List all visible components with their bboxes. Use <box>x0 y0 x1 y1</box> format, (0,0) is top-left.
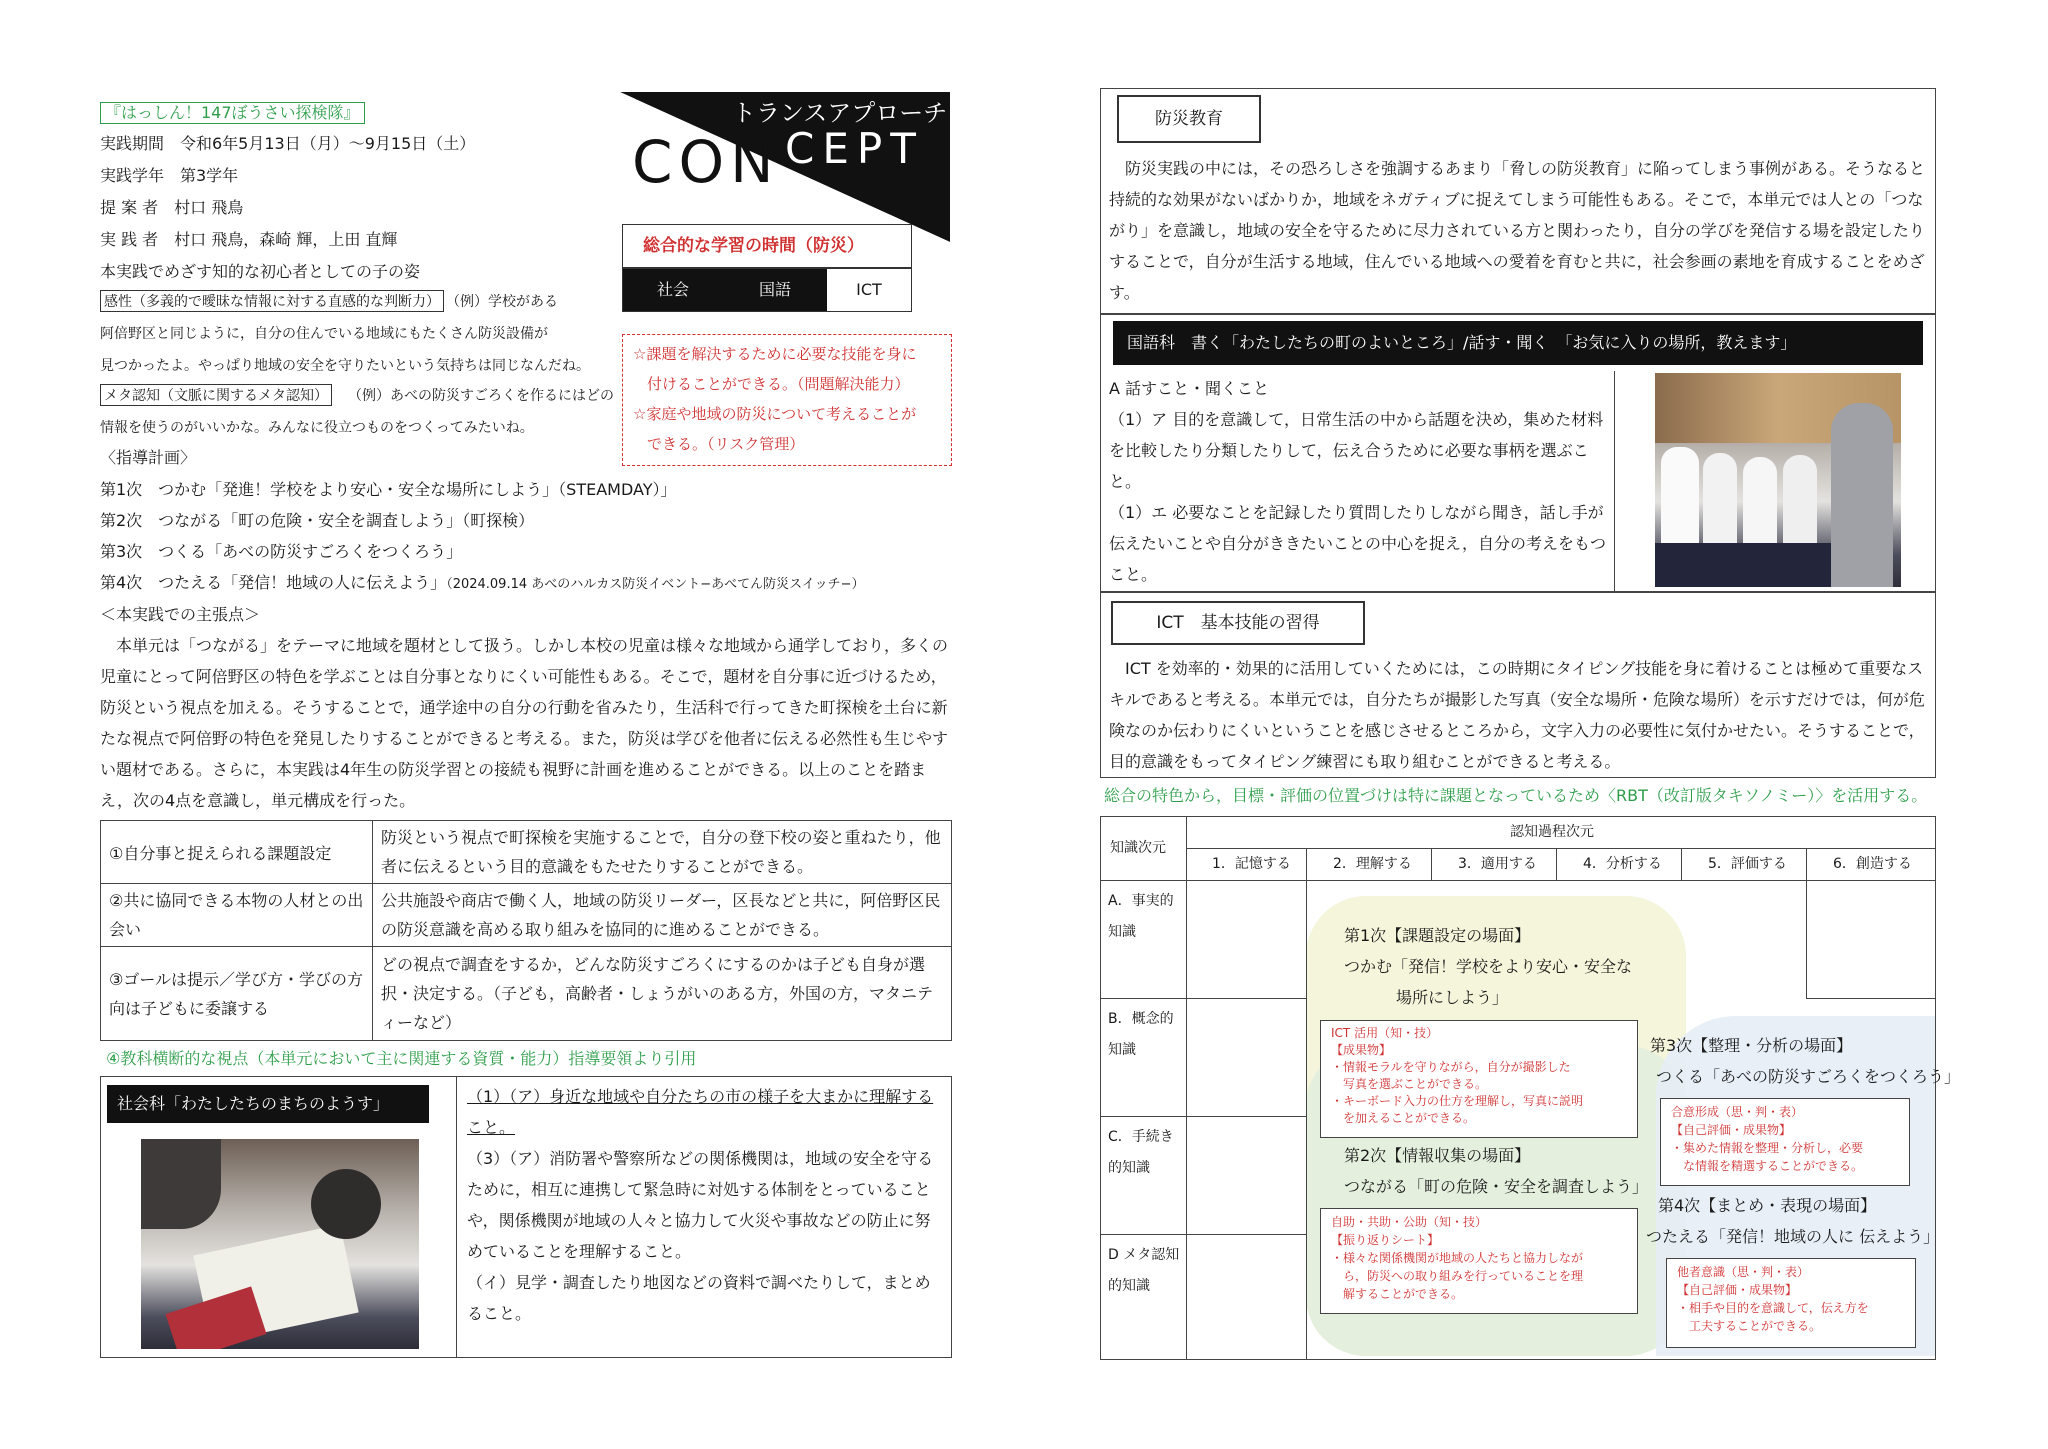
meta-proposer: 提 案 者 村口 飛鳥 <box>100 198 244 217</box>
knowledge-c: C．手続き的知識 <box>1108 1129 1174 1176</box>
document-title: 『はっしん！147ぼうさい探検隊』 <box>100 102 365 124</box>
stage-1-line: 場所にしよう」 <box>1396 988 1509 1007</box>
teacher-students-photo <box>1655 373 1901 587</box>
point-text: 防災という視点で町探検を実施することで，自分の登下校の姿と重ねたり，他者に伝えるという目的意識をもたせたりすることができる。 <box>373 821 952 884</box>
knowledge-header: 知識次元 <box>1110 840 1166 856</box>
process-header: 認知過程次元 <box>1510 824 1594 840</box>
process-4: 4．分析する <box>1583 856 1662 872</box>
table-row <box>101 947 952 1041</box>
point-label: ①自分事と捉えられる課題設定 <box>101 821 373 884</box>
table-row <box>101 884 952 947</box>
meta-grade: 実践学年 第3学年 <box>100 166 239 185</box>
kokugo-item-a: （1）ア 目的を意識して，日常生活の中から話題を決め，集めた材料を比較したり分類したりして，伝え合うために必要な事柄を選ぶこと。 <box>1109 410 1604 491</box>
tab-social: 社会 <box>623 269 723 311</box>
point-text: どの視点で調査をするか，どんな防災すごろくにするのかは子ども自身が選択・決定する。（子ども，高齢者・しょうがいのある方，外国の方，マタニティーなど） <box>373 947 952 1041</box>
grid-line <box>1100 998 1306 999</box>
knowledge-a: A．事実的知識 <box>1108 893 1174 940</box>
subject-tabs <box>622 268 912 312</box>
social-studies-title: 社会科「わたしたちのまちのようす」 <box>107 1085 429 1123</box>
stage-4-title: 第4次【まとめ・表現の場面】 <box>1658 1196 1877 1215</box>
meta-period: 実践期間 令和6年5月13日（月）～9月15日（土） <box>100 134 476 153</box>
meta-goal-image: 本実践でめざす知的な初心者としての子の姿 <box>100 262 421 281</box>
kokugo-heading: A 話すこと・聞くこと <box>1109 379 1270 398</box>
stage-2-eval-box: 自助・共助・公助（知・技） 【振り返りシート】 ・様々な関係機関が地域の人たちと協力しなが ら，防災への取り組みを行っていることを理 解することができる。 <box>1320 1208 1638 1314</box>
kokugo-text <box>1101 371 1615 591</box>
kokugo-title: 国語科 書く「わたしたちの町のよいところ」/話す・聞く 「お気に入りの場所，教えます」 <box>1113 321 1923 365</box>
social-item-2: （3）（ア）消防署や警察所などの関係機関は，地域の安全を守るために，相互に連携して緊急時に対処する体制をとっていることや，関係機関が地域の人々と協力して火災や事故などの防止に努めていることを理解すること。 <box>467 1149 934 1261</box>
concept-cept: CEPT <box>785 124 924 173</box>
plan-step-1: 第1次 つかむ「発進！学校をより安心・安全な場所にしよう」（STEAMDAY）」 <box>100 480 677 499</box>
plan-step-2: 第2次 つながる「町の危険・安全を調査しよう」（町探検） <box>100 511 535 530</box>
plan-step-4: 第4次 つたえる「発信！地域の人に伝えよう」（2024.09.14 あべのハルカス防災イベント−あべてん防災スイッチ−） <box>100 573 865 592</box>
social-studies-left <box>101 1077 457 1357</box>
point-label: ③ゴールは提示／学び方・学びの方向は子どもに委譲する <box>101 947 373 1041</box>
claim-body: 本単元は「つながる」をテーマに地域を題材として扱う。しかし本校の児童は様々な地域から通学しており，多くの児童にとって阿倍野区の特色を学ぶことは自分事となりにくい可能性もある。そこで，題材を自分事に近づけるため，防災という視点を加える。そうすることで，通学途中の自分の行動を省みたり，生活科で行ってきた町探検を土台に新たな視点で阿倍野の特色を発見したりすることができると考える。また，防災は学びを他者に伝える必然性も生じやすい題材である。さらに，本実践は4年生の防災学習との接続も視野に計画を進めることができる。以上のことを踏まえ，次の4点を意識し，単元構成を行った。 <box>100 636 949 810</box>
stage-1-eval-box: ICT 活用（知・技） 【成果物】 ・情報モラルを守りながら，自分が撮影した 写真を選ぶことができる。 ・キーボード入力の仕方を理解し，写真に説明 を加えることができる。 <box>1320 1020 1638 1138</box>
concept-con: CON <box>632 128 780 196</box>
grid-line <box>1431 848 1432 880</box>
grid-line <box>1806 998 1936 999</box>
knowledge-d: D メタ認知的知識 <box>1108 1247 1180 1294</box>
stage-4-eval-box: 他者意識（思・判・表） 【自己評価・成果物】 ・相手や目的を意識して，伝え方を 工夫することができる。 <box>1666 1258 1916 1348</box>
social-item-3: （イ）見学・調査したり地図などの資料で調べたりして，まとめること。 <box>467 1273 931 1323</box>
student-figure <box>311 1169 381 1239</box>
stage-4-line: つたえる「発信！地域の人に 伝えよう」 <box>1646 1227 1940 1246</box>
sensei-example: （例）学校がある <box>446 294 558 310</box>
stage-2-line: つながる「町の危険・安全を調査しよう」 <box>1344 1177 1649 1196</box>
ict-panel <box>1100 592 1936 778</box>
social-studies-panel <box>100 1076 952 1358</box>
skirts <box>1655 543 1831 587</box>
social-studies-text <box>467 1081 943 1329</box>
classroom-photo <box>141 1139 419 1349</box>
grid-line <box>1186 816 1187 1360</box>
social-item-1: （1）（ア）身近な地域や自分たちの市の様子を大まかに理解すること。 <box>467 1087 934 1137</box>
grid-line <box>1556 848 1557 880</box>
plan-step-3: 第3次 つくる「あべの防災すごろくをつくろう」 <box>100 542 463 561</box>
subject-title-box: 総合的な学習の時間（防災） <box>622 224 912 268</box>
ict-text: ICT を効率的・効果的に活用していくためには，この時期にタイピング技能を身に着けることは極めて重要なスキルであると考える。本単元では，自分たちが撮影した写真（安全な場所・危険な場所）を示すだけでは，何が危険なのか伝わりにくいということを感じさせるところから，文字入力の必要性に気付かせたい。そうすることで，目的意識をもってタイピング練習にも取り組むことができると考える。 <box>1109 659 1925 771</box>
stage-3-eval-box: 合意形成（思・判・表） 【自己評価・成果物】 ・集めた情報を整理・分析し，必要 な情報を精選することができる。 <box>1660 1098 1910 1186</box>
meta-line: 情報を使うのがいいかな。みんなに役立つものをつくってみたいね。 <box>100 420 534 436</box>
ict-title-box: ICT 基本技能の習得 <box>1111 601 1365 645</box>
grid-line <box>1681 848 1682 880</box>
tab-ict: ICT <box>856 280 882 299</box>
stage-2-title: 第2次【情報収集の場面】 <box>1344 1146 1531 1165</box>
claim-heading: ＜本実践での主張点＞ <box>100 605 261 624</box>
concept-subtitle: トランスアプローチ <box>732 99 948 127</box>
points-table <box>100 820 952 1041</box>
meta-cognition-tag: メタ認知（文脈に関するメタ認知） <box>100 384 332 406</box>
bousai-panel <box>1100 88 1936 314</box>
bousai-title-box: 防災教育 <box>1117 95 1261 143</box>
rbt-note: 総合の特色から，目標・評価の位置づけは特に課題となっているため〈RBT（改訂版タキソノミー）〉を活用する。 <box>1104 786 1928 805</box>
process-2: 2．理解する <box>1333 856 1412 872</box>
process-3: 3．適用する <box>1458 856 1537 872</box>
student-figure <box>141 1139 221 1229</box>
grid-line <box>1806 848 1807 998</box>
process-5: 5．評価する <box>1708 856 1787 872</box>
stage-1-title: 第1次【課題設定の場面】 <box>1344 926 1531 945</box>
plan-heading: 〈指導計画〉 <box>100 448 197 467</box>
sensei-tag: 感性（多義的で曖昧な情報に対する直感的な判断力） <box>100 290 444 312</box>
meta-practitioners: 実 践 者 村口 飛鳥，森崎 輝，上田 直輝 <box>100 230 398 249</box>
point-label: ②共に協同できる本物の人材との出会い <box>101 884 373 947</box>
kokugo-item-e: （1）エ 必要なことを記録したり質問したりしながら聞き，話し手が伝えたいことや自分がききたいことの中心を捉え，自分の考えをもつこと。 <box>1109 503 1606 584</box>
meta-example: （例）あべの防災すごろくを作るにはどの <box>348 388 614 404</box>
sensei-line: 阿倍野区と同じように，自分の住んでいる地域にもたくさん防災設備が <box>100 326 548 342</box>
stage-3-title: 第3次【整理・分析の場面】 <box>1650 1036 1853 1055</box>
tab-japanese: 国語 <box>723 269 827 311</box>
table-row <box>101 821 952 884</box>
grid-line <box>1306 848 1307 1360</box>
kokugo-panel <box>1100 314 1936 592</box>
point-4-heading: ④教科横断的な視点（本単元において主に関連する資質・能力）指導要領より引用 <box>106 1049 697 1068</box>
knowledge-b: B．概念的知識 <box>1108 1011 1174 1058</box>
grid-line <box>1100 1116 1306 1117</box>
stage-1-line: つかむ「発信！学校をより安心・安全な <box>1344 957 1633 976</box>
process-1: 1．記憶する <box>1212 856 1291 872</box>
grid-line <box>1100 880 1936 881</box>
grid-line <box>1100 1234 1306 1235</box>
rbt-table <box>1100 816 1961 1360</box>
grid-line <box>1186 848 1936 849</box>
teacher-figure <box>1831 403 1893 587</box>
stage-3-line: つくる「あべの防災すごろくをつくろう」 <box>1656 1067 1961 1086</box>
process-6: 6．創造する <box>1833 856 1912 872</box>
sensei-line: 見つかったよ。やっぱり地域の安全を守りたいという気持ちは同じなんだね。 <box>100 358 590 374</box>
bousai-text: 防災実践の中には，その恐ろしさを強調するあまり「脅しの防災教育」に陥ってしまう事例がある。そうなると持続的な効果がないばかりか，地域をネガティブに捉えてしまう可能性もある。そこで，本単元では人との「つながり」を意識し，地域の安全を守るために尽力されている方と関わったり，自分の学びを発信する場を設定したりすることで，自分が生活する地域，住んでいる地域への愛着を育むと共に，社会参画の素地を育成することをめざす。 <box>1109 159 1926 302</box>
goals-box: ☆課題を解決するために必要な技能を身に 付けることができる。（問題解決能力） ☆家庭や地域の防災について考えることが できる。（リスク管理） <box>622 334 952 466</box>
point-text: 公共施設や商店で働く人，地域の防災リーダー，区長などと共に，阿倍野区民の防災意識を高める取り組みを協同的に進めることができる。 <box>373 884 952 947</box>
